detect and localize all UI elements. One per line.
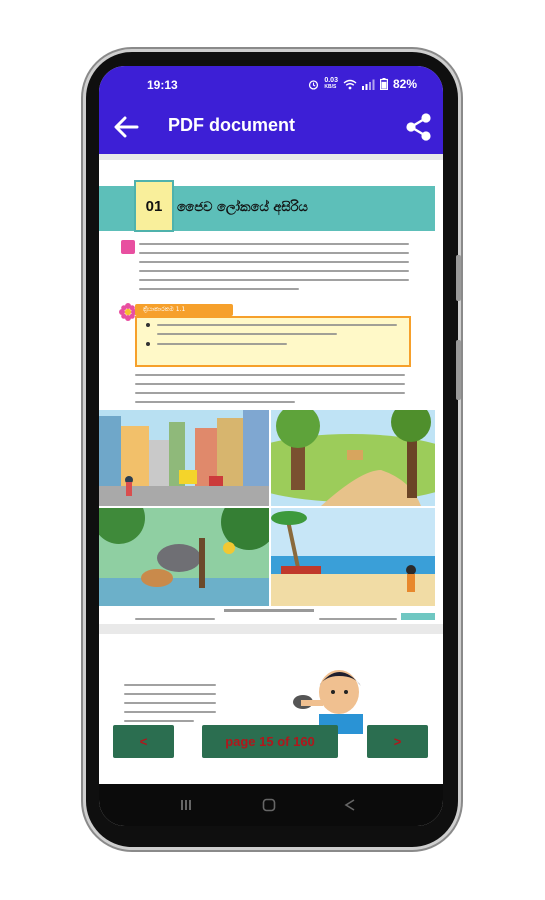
text-line (139, 243, 409, 245)
status-bar (99, 66, 443, 100)
page-title: PDF document (168, 115, 296, 135)
share-icon[interactable] (405, 112, 433, 142)
chapter-title: ජෛව ලෝකයේ අසිරිය (177, 200, 308, 215)
alarm-icon (308, 79, 319, 90)
battery-icon (380, 78, 388, 90)
text-line (139, 279, 409, 281)
text-line (139, 288, 299, 290)
text-line (135, 383, 405, 385)
status-icons (308, 77, 417, 91)
screen (99, 66, 443, 826)
chapter-number: 01 (134, 180, 174, 232)
beach-illustration (271, 508, 435, 606)
text-line (135, 401, 295, 403)
text-line (135, 392, 405, 394)
signal-icon (362, 79, 375, 90)
pdf-page (99, 160, 443, 624)
text-line (124, 720, 194, 722)
prev-page-button[interactable]: < (113, 725, 174, 758)
data-speed: 0.03 KB/S (324, 77, 338, 90)
text-line (124, 711, 216, 713)
power-button (456, 340, 461, 400)
next-page-button[interactable]: > (367, 725, 428, 758)
activity-box (135, 316, 411, 367)
back-nav-icon[interactable] (343, 798, 357, 812)
arrow-left-icon[interactable] (111, 112, 141, 142)
countryside-illustration (271, 410, 435, 506)
volume-button (456, 255, 461, 301)
drop-cap (121, 240, 135, 254)
activity-label: ක්‍රියාකාරකම 1.1 (135, 304, 233, 316)
jungle-illustration (99, 508, 269, 606)
text-line (139, 270, 409, 272)
footer-tag (401, 613, 435, 620)
text-line (139, 261, 409, 263)
app-bar (99, 100, 443, 154)
city-street-illustration (99, 410, 269, 506)
figure-caption (224, 609, 314, 612)
text-line (124, 693, 216, 695)
status-time: 19:13 (147, 78, 178, 92)
text-line (124, 684, 216, 686)
pdf-viewer[interactable] (99, 154, 443, 784)
footer-text (135, 618, 215, 620)
text-line (124, 702, 216, 704)
recent-apps-icon[interactable] (179, 798, 193, 812)
system-nav-bar (99, 784, 443, 826)
wifi-icon (343, 79, 357, 90)
footer-text (319, 618, 397, 620)
pdf-page (99, 634, 443, 784)
battery-percent: 82% (392, 77, 417, 91)
text-line (139, 252, 409, 254)
thinking-boy-illustration (289, 662, 379, 734)
home-icon[interactable] (262, 798, 276, 812)
text-line (135, 374, 405, 376)
page-indicator-button[interactable]: page 15 of 160 (202, 725, 338, 758)
